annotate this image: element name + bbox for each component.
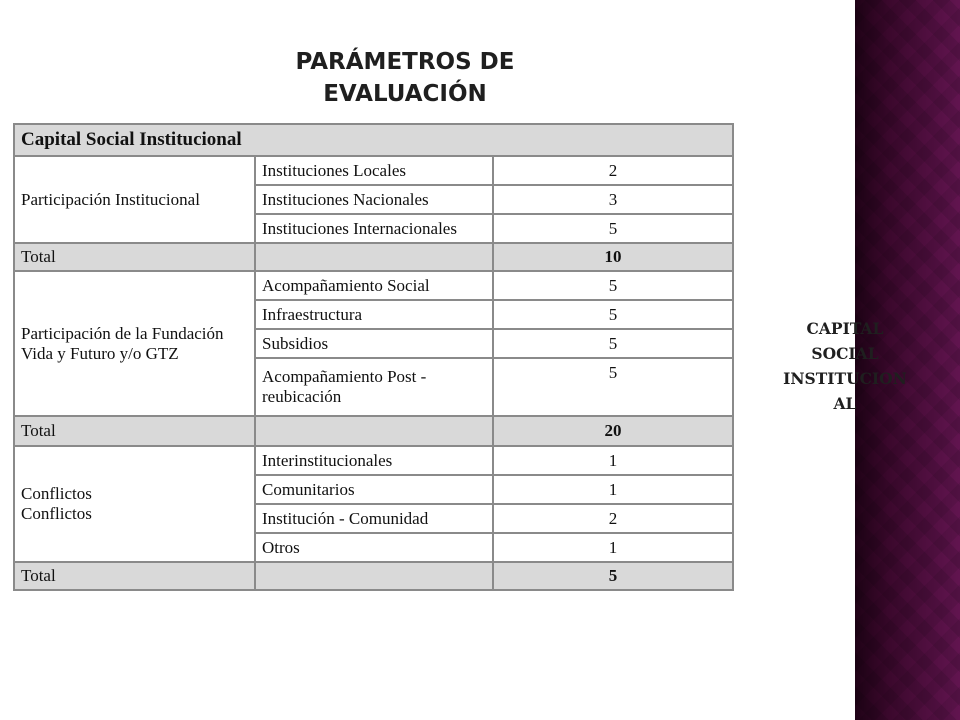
item-label: Instituciones Internacionales xyxy=(255,214,493,243)
item-label: Instituciones Locales xyxy=(255,156,493,185)
total-row xyxy=(14,416,733,446)
item-label: Acompañamiento Post - reubicación xyxy=(255,358,493,416)
item-value: 5 xyxy=(493,329,733,358)
total-value: 20 xyxy=(493,416,733,446)
side-label xyxy=(770,316,920,416)
total-row xyxy=(14,562,733,590)
item-value: 2 xyxy=(493,504,733,533)
side-label-line-3: INSTITUCION xyxy=(783,369,907,388)
table-header-row xyxy=(14,124,733,156)
item-label: Infraestructura xyxy=(255,300,493,329)
total-value: 10 xyxy=(493,243,733,271)
total-spacer xyxy=(255,562,493,590)
item-label: Interinstitucionales xyxy=(255,446,493,475)
table-row xyxy=(14,446,733,475)
item-label: Otros xyxy=(255,533,493,562)
total-row xyxy=(14,243,733,271)
side-label-line-2: SOCIAL xyxy=(811,344,879,363)
title-line-1: PARÁMETROS DE xyxy=(295,49,515,75)
slide-title xyxy=(230,46,580,110)
total-spacer xyxy=(255,416,493,446)
group-name-conflictos: Conflictos Conflictos xyxy=(14,446,255,562)
item-value: 2 xyxy=(493,156,733,185)
item-label: Institución - Comunidad xyxy=(255,504,493,533)
item-value: 5 xyxy=(493,214,733,243)
total-label: Total xyxy=(14,243,255,271)
parameters-table xyxy=(13,123,734,591)
item-value: 1 xyxy=(493,533,733,562)
table-header: Capital Social Institucional xyxy=(14,124,733,156)
side-label-line-4: AL xyxy=(833,394,857,413)
total-label: Total xyxy=(14,416,255,446)
item-value: 5 xyxy=(493,358,733,416)
title-line-2: EVALUACIÓN xyxy=(323,81,487,107)
table-row xyxy=(14,156,733,185)
item-value: 3 xyxy=(493,185,733,214)
total-spacer xyxy=(255,243,493,271)
item-value: 1 xyxy=(493,446,733,475)
item-value: 5 xyxy=(493,271,733,300)
table-row xyxy=(14,271,733,300)
group-name-participacion-fundacion: Participación de la Fundación Vida y Futuro y/o GTZ xyxy=(14,271,255,416)
item-label: Acompañamiento Social xyxy=(255,271,493,300)
side-label-line-1: CAPITAL xyxy=(806,319,884,338)
group-name-participacion-institucional: Participación Institucional xyxy=(14,156,255,243)
item-label: Instituciones Nacionales xyxy=(255,185,493,214)
total-label: Total xyxy=(14,562,255,590)
item-label: Comunitarios xyxy=(255,475,493,504)
item-value: 5 xyxy=(493,300,733,329)
item-label: Subsidios xyxy=(255,329,493,358)
item-value: 1 xyxy=(493,475,733,504)
total-value: 5 xyxy=(493,562,733,590)
